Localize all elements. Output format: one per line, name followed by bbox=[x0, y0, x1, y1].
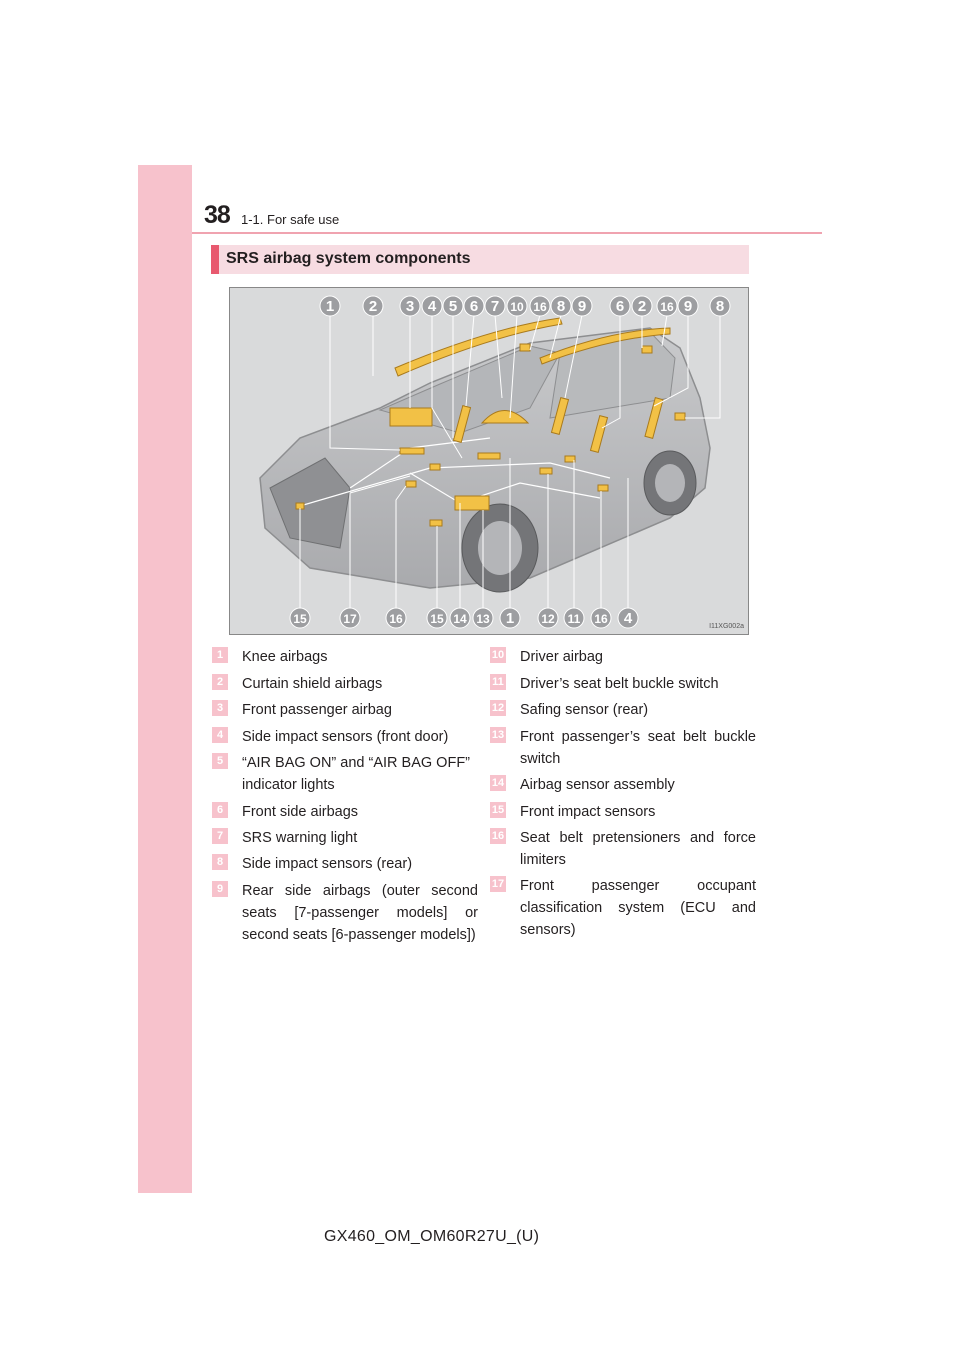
legend-number-badge: 10 bbox=[491, 649, 505, 661]
svg-text:6: 6 bbox=[469, 298, 479, 315]
callout-9b bbox=[678, 296, 698, 316]
legend-text: Curtain shield airbags bbox=[242, 676, 383, 692]
callout-16b bbox=[657, 296, 677, 316]
section-title-bar bbox=[211, 245, 749, 274]
svg-text:15: 15 bbox=[293, 612, 307, 626]
legend-number-badge: 2 bbox=[212, 674, 228, 690]
legend-text: Seat belt pretensioners and force limiters bbox=[520, 830, 756, 868]
callout-13 bbox=[473, 608, 493, 628]
svg-text:7: 7 bbox=[490, 298, 500, 315]
legend-text: Front side airbags bbox=[242, 804, 359, 820]
svg-text:8: 8 bbox=[556, 298, 566, 315]
safing-sensor-rear bbox=[540, 468, 552, 474]
legend-number-badge: 11 bbox=[490, 674, 506, 690]
svg-text:12: 12 bbox=[541, 612, 555, 626]
svg-text:6: 6 bbox=[615, 298, 625, 315]
legend-text: Front passenger occupant classification system (ECU and sensors) bbox=[520, 878, 756, 938]
legend-text: SRS warning light bbox=[242, 830, 358, 846]
legend-text: Side impact sensors (front door) bbox=[242, 729, 449, 745]
svg-text:17: 17 bbox=[343, 612, 357, 626]
knee-airbag-left bbox=[400, 448, 424, 454]
section-title: SRS airbag system components bbox=[226, 250, 471, 267]
svg-text:8: 8 bbox=[715, 298, 725, 315]
callout-8b bbox=[710, 296, 730, 316]
page-margin-strip bbox=[138, 165, 192, 1193]
callout-3 bbox=[400, 296, 420, 316]
svg-text:9: 9 bbox=[577, 298, 587, 315]
top-callouts bbox=[320, 296, 730, 316]
seatbelt-pretensioner bbox=[406, 481, 416, 487]
side-impact-sensor-rear bbox=[642, 346, 652, 353]
callout-11 bbox=[564, 608, 584, 628]
legend-text: “AIR BAG ON” and “AIR BAG OFF” indicator lights bbox=[242, 755, 471, 793]
legend-text: Front passenger’s seat belt buckle switch bbox=[520, 729, 756, 767]
callout-2 bbox=[363, 296, 383, 316]
callout-4b bbox=[618, 608, 638, 628]
legend-text: Rear side airbags (outer second seats [7-passenger models] or second seats [6-passenger models]) bbox=[242, 883, 478, 943]
legend-text: Airbag sensor assembly bbox=[520, 777, 675, 793]
svg-text:16: 16 bbox=[594, 612, 608, 626]
callout-16 bbox=[530, 296, 550, 316]
page-number: 38 bbox=[204, 201, 230, 229]
legend-text: Safing sensor (rear) bbox=[520, 702, 649, 718]
title-accent bbox=[211, 245, 219, 274]
legend-number-badge: 13 bbox=[491, 729, 505, 741]
callout-12 bbox=[538, 608, 558, 628]
front-impact-sensor-right bbox=[430, 520, 442, 526]
legend-text: Driver’s seat belt buckle switch bbox=[520, 676, 719, 692]
bottom-callouts bbox=[290, 608, 638, 628]
svg-text:2: 2 bbox=[637, 298, 647, 315]
legend-text: Knee airbags bbox=[242, 649, 328, 665]
callout-1b bbox=[500, 608, 520, 628]
callout-15 bbox=[290, 608, 310, 628]
svg-text:1: 1 bbox=[505, 610, 515, 627]
legend-text: Driver airbag bbox=[520, 649, 603, 665]
legend-number-badge: 4 bbox=[212, 727, 228, 743]
legend-number-badge: 8 bbox=[212, 854, 228, 870]
airbag-diagram-svg bbox=[230, 288, 749, 635]
knee-airbag-right bbox=[478, 453, 500, 459]
legend-number-badge: 15 bbox=[491, 804, 505, 816]
callout-2b bbox=[632, 296, 652, 316]
callout-16d bbox=[591, 608, 611, 628]
callout-6b bbox=[610, 296, 630, 316]
side-impact-sensor-front-door bbox=[598, 485, 608, 491]
legend-text: Front passenger airbag bbox=[242, 702, 392, 718]
callout-7 bbox=[485, 296, 505, 316]
svg-text:3: 3 bbox=[405, 298, 415, 315]
callout-1 bbox=[320, 296, 340, 316]
svg-text:10: 10 bbox=[510, 300, 524, 314]
callout-17 bbox=[340, 608, 360, 628]
legend-number-badge: 16 bbox=[491, 830, 505, 842]
svg-text:15: 15 bbox=[430, 612, 444, 626]
occupant-classification-ecu bbox=[430, 464, 440, 470]
callout-5 bbox=[443, 296, 463, 316]
callout-8 bbox=[551, 296, 571, 316]
callout-10 bbox=[507, 296, 527, 316]
svg-text:9: 9 bbox=[683, 298, 693, 315]
section-label: 1-1. For safe use bbox=[241, 212, 340, 227]
passenger-airbag bbox=[390, 408, 432, 426]
callout-4 bbox=[422, 296, 442, 316]
svg-text:5: 5 bbox=[448, 298, 458, 315]
callout-15b bbox=[427, 608, 447, 628]
legend-number-badge: 6 bbox=[212, 802, 228, 818]
legend-number-badge: 3 bbox=[212, 700, 228, 716]
legend-number-badge: 5 bbox=[212, 753, 228, 769]
legend-number-badge: 12 bbox=[491, 702, 505, 714]
legend-number-badge: 7 bbox=[212, 828, 228, 844]
callout-9 bbox=[572, 296, 592, 316]
callout-16c bbox=[386, 608, 406, 628]
svg-text:14: 14 bbox=[453, 612, 467, 626]
svg-text:4: 4 bbox=[623, 610, 633, 627]
svg-text:4: 4 bbox=[427, 298, 437, 315]
legend-number-badge: 14 bbox=[491, 777, 505, 789]
legend-number-badge: 17 bbox=[491, 878, 505, 890]
document-footer: GX460_OM_OM60R27U_(U) bbox=[324, 1228, 540, 1245]
svg-text:16: 16 bbox=[660, 300, 674, 314]
svg-text:16: 16 bbox=[533, 300, 547, 314]
svg-text:11: 11 bbox=[567, 612, 581, 626]
svg-text:2: 2 bbox=[368, 298, 378, 315]
figure-code: I11XG002a bbox=[709, 623, 744, 630]
callout-6 bbox=[464, 296, 484, 316]
callout-14 bbox=[450, 608, 470, 628]
svg-text:1: 1 bbox=[325, 298, 335, 315]
legend-text: Side impact sensors (rear) bbox=[242, 856, 413, 872]
legend-number-badge: 1 bbox=[212, 647, 228, 663]
svg-text:16: 16 bbox=[389, 612, 403, 626]
vehicle-silhouette bbox=[260, 328, 710, 592]
side-impact-sensor-rear-2 bbox=[675, 413, 685, 420]
header-rule bbox=[192, 232, 822, 234]
legend-text: Front impact sensors bbox=[520, 804, 656, 820]
svg-text:13: 13 bbox=[476, 612, 490, 626]
legend-number-badge: 9 bbox=[212, 881, 228, 897]
srs-warning-light bbox=[520, 344, 530, 351]
airbag-diagram bbox=[229, 287, 749, 635]
